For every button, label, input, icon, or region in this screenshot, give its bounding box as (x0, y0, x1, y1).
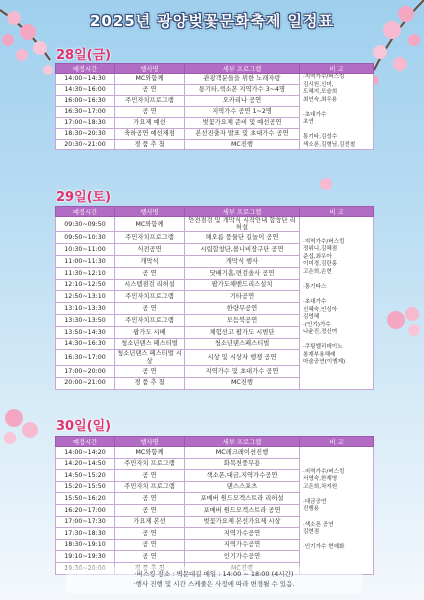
note-line: ·지역가수/버스킹 (303, 74, 345, 80)
time-cell: 11:30~12:10 (56, 267, 115, 279)
event-cell: 주민자치프로그램 (115, 291, 185, 303)
column-header: 예정시간 (56, 437, 115, 447)
detail-cell: 본선진출자 발표 및 초대가수 공연 (185, 128, 300, 139)
time-cell: 18:30~20:30 (56, 128, 115, 139)
event-cell: 공 연 (115, 106, 185, 117)
time-cell: 14:30~16:30 (56, 338, 115, 350)
detail-cell: 해오름 풍물단 길놀이 공연 (185, 232, 300, 244)
note-line: 최인숙,최우용 (303, 96, 338, 103)
event-cell: 공 연 (115, 267, 185, 279)
note-line: 김현점 (303, 529, 320, 536)
note-line: ·초대가수 (303, 298, 327, 305)
event-cell: 개막식 (115, 256, 185, 268)
note-line (303, 491, 372, 499)
detail-cell: 포메버 원드모겍스트라 공연 (185, 504, 300, 516)
time-cell: 17:00~20:00 (56, 365, 115, 377)
column-header: 세부 프로그램 (185, 207, 300, 217)
note-line: 나윤진,정신여 (303, 329, 338, 336)
event-cell: 가요제 본선 (115, 516, 185, 528)
detail-cell: 지역가수 공연 1~2명 (185, 106, 300, 117)
notes-cell (300, 447, 374, 575)
note-line: ·색소폰 공연 (303, 521, 334, 528)
note-line: 이미경,김란홍 (303, 261, 338, 268)
table-row (56, 74, 374, 85)
note-line: 서영숙,한재영 (303, 476, 338, 483)
event-cell: 주민자치프로그램 (115, 95, 185, 106)
page-title: 2025년 광양벚꽃문화축제 일정표 (89, 12, 335, 30)
time-cell: 16:00~16:30 (56, 95, 115, 106)
note-line: 고은희,차지원 (303, 483, 338, 490)
detail-cell: 관광객분들을 위한 노래자랑 (185, 74, 300, 85)
detail-cell: 벚꽃가요제 본선가요제 시상 (185, 516, 300, 528)
time-cell: 15:50~16:20 (56, 493, 115, 505)
time-cell: 17:30~18:30 (56, 528, 115, 540)
event-cell: 시스템점검 리허설 (115, 279, 185, 291)
detail-cell: 시상 및 시상자 행쟁 공연 (185, 350, 300, 365)
column-header: 예정시간 (56, 64, 115, 74)
detail-cell: MC진행 (185, 139, 300, 150)
event-cell: 청소년댄스 페스티벌 시상 (115, 350, 185, 365)
event-cell: 공 연 (115, 303, 185, 315)
day-label-29: 29일(토) (56, 190, 112, 205)
time-cell: 09:30~09:50 (56, 217, 115, 232)
cherry-blossom-petal-icon (318, 176, 334, 192)
detail-cell: 시립합창단,볼니비장구단 공연 (185, 244, 300, 256)
note-line: 김영혜 (303, 314, 320, 321)
time-cell: 14:30~16:00 (56, 84, 115, 95)
day-label-28: 28일(금) (56, 48, 112, 63)
note-line: ·(인기)가수 (303, 321, 331, 328)
event-cell: 주민자치 프로그램 (115, 481, 185, 493)
detail-cell: 벚꽃가요제 준비 및 예선공연 (185, 117, 300, 128)
note-line (303, 104, 372, 112)
footer-line-2: ·행사 진행 및 시간 스케줄은 사정에 따라 변경될 수 있음. (133, 579, 295, 588)
time-cell: 13:30~13:50 (56, 315, 115, 327)
detail-cell: 안전점검 및 개막식 시작안내 합창단 리허설 (185, 217, 300, 232)
time-cell: 17:00~17:30 (56, 516, 115, 528)
time-cell: 19:10~19:30 (56, 551, 115, 563)
event-cell: MC와함께 (115, 74, 185, 85)
detail-cell: 통기타,색소폰 지역가수 3~4명 (185, 84, 300, 95)
time-cell: 20:00~21:00 (56, 377, 115, 389)
note-line (303, 514, 372, 522)
note-line: 정위니,김혜점 (303, 246, 338, 253)
detail-cell: 개막식 행사 (185, 256, 300, 268)
time-cell: 12:10~12:50 (56, 279, 115, 291)
event-cell: 주민자치프로그램 (115, 315, 185, 327)
event-cell: 축하공연 예선재점 (115, 128, 185, 139)
event-cell: 식전공연 (115, 244, 185, 256)
event-cell: 공 연 (115, 551, 185, 563)
note-line: 신혜숙,인싱아 (303, 306, 338, 313)
detail-cell: 포메버 원드모겍스트라 리허설 (185, 493, 300, 505)
note-line: 초연 (303, 119, 314, 126)
time-cell: 16:30~17:00 (56, 106, 115, 117)
event-cell: 공 연 (115, 539, 185, 551)
event-cell: 공 연 (115, 84, 185, 95)
time-cell: 14:00~14:20 (56, 447, 115, 459)
column-header: 행사명 (115, 207, 185, 217)
detail-cell: 인기가수공연 (185, 551, 300, 563)
column-header: 비 고 (300, 64, 374, 74)
note-line: 통기타,김성수 (303, 134, 338, 141)
time-cell: 17:00~18:30 (56, 117, 115, 128)
schedule-table-28 (55, 63, 374, 150)
time-cell: 14:50~15:20 (56, 470, 115, 482)
note-line: 마술공연(이엠제) (303, 359, 346, 366)
event-cell: 경 품 추 첨 (115, 377, 185, 389)
column-header: 행사명 (115, 437, 185, 447)
note-line: 김시원,신미, (303, 81, 334, 88)
detail-cell: 지역가수공연 (185, 539, 300, 551)
event-cell: 청소년댄스 페스티벌 (115, 338, 185, 350)
time-cell: 13:50~14:30 (56, 326, 115, 338)
detail-cell: 화목천풍무용 (185, 458, 300, 470)
detail-cell: 한량무공연 (185, 303, 300, 315)
schedule-table-29 (55, 206, 374, 390)
event-cell: MC와함께 (115, 447, 185, 459)
notes-cell (300, 74, 374, 150)
detail-cell: 오카리나 공연 (185, 95, 300, 106)
column-header: 세부 프로그램 (185, 64, 300, 74)
detail-cell: 기타공연 (185, 291, 300, 303)
detail-cell: 지역가수공연 (185, 528, 300, 540)
cherry-blossom-right-mid-icon (376, 300, 424, 340)
note-line: ·초대가수 (303, 111, 327, 118)
time-cell: 14:20~14:50 (56, 458, 115, 470)
event-cell: 공 연 (115, 470, 185, 482)
note-line: ·지역가수/버스킹 (303, 468, 345, 475)
time-cell: 15:20~15:50 (56, 481, 115, 493)
time-cell: 16:20~17:00 (56, 504, 115, 516)
footer-note (66, 566, 362, 593)
column-header: 예정시간 (56, 207, 115, 217)
schedule-table-30 (55, 436, 374, 575)
time-cell: 14:00~14:30 (56, 74, 115, 85)
time-cell: 09:50~10:30 (56, 232, 115, 244)
note-line (303, 291, 372, 299)
detail-cell: 닷배기홈,면검솔사 공연 (185, 267, 300, 279)
event-cell: 가요제 예선 (115, 117, 185, 128)
note-line (303, 276, 372, 284)
table-row (56, 217, 374, 232)
column-header: 비 고 (300, 207, 374, 217)
note-line: 준섭,최우아 (303, 253, 332, 260)
event-cell: 공 연 (115, 493, 185, 505)
note-line: ·대금공연 (303, 498, 327, 505)
note-line: 봉재부용해래 (303, 351, 336, 358)
column-header: 비 고 (300, 437, 374, 447)
detail-cell: 팝가도해밴드리스설치 (185, 279, 300, 291)
event-cell: 주민자치 프로그램 (115, 458, 185, 470)
time-cell: 13:10~13:30 (56, 303, 115, 315)
detail-cell: 체험선고 팝가도 시범단 (185, 326, 300, 338)
time-cell: 18:30~19:10 (56, 539, 115, 551)
note-line: 색소폰,김형님,김전철 (303, 141, 356, 148)
detail-cell: 댄스스포츠 (185, 481, 300, 493)
note-line: 진행용 (303, 506, 320, 513)
detail-cell: MC진행 (185, 377, 300, 389)
detail-cell: 지역가수 및 초대가수 공연 (185, 365, 300, 377)
note-line: ·쿠팅밸리데이노 (303, 344, 343, 351)
column-header: 행사명 (115, 64, 185, 74)
event-cell: 경 품 추 첨 (115, 139, 185, 150)
event-cell: 공 연 (115, 365, 185, 377)
time-cell: 10:30~11:00 (56, 244, 115, 256)
day-label-30: 30일(일) (56, 419, 112, 434)
note-line: ·지역가수/버스킹 (303, 238, 345, 245)
event-cell: 공 연 (115, 504, 185, 516)
table-row (56, 447, 374, 459)
event-cell: 공 연 (115, 528, 185, 540)
notes-cell (300, 217, 374, 390)
event-cell: 팝가도 시배 (115, 326, 185, 338)
time-cell: 20:30~21:00 (56, 139, 115, 150)
detail-cell: 모듬북공연 (185, 315, 300, 327)
column-header: 세부 프로그램 (185, 437, 300, 447)
note-line: 도혜지,모슬희 (303, 89, 338, 96)
note-line: 고은희,손현 (303, 268, 332, 275)
detail-cell: 색소폰,대금,지역가수공연 (185, 470, 300, 482)
note-line: ·통기타스 (303, 283, 327, 290)
time-cell: 11:00~11:30 (56, 256, 115, 268)
event-cell: MC와함께 (115, 217, 185, 232)
detail-cell: 청소년댄스페스티벌 (185, 338, 300, 350)
note-line: ·인기가수 현예화 (303, 544, 345, 551)
event-cell: 주민자치프로그램 (115, 232, 185, 244)
footer-line-1: ·버스킹 장소 : 벽문대길 매일 : 14:00 ~ 18:00 (4시간) (134, 570, 294, 578)
time-cell: 16:30~17:00 (56, 350, 115, 365)
detail-cell: MC레크레이션진행 (185, 447, 300, 459)
time-cell: 12:50~13:10 (56, 291, 115, 303)
cherry-blossom-left-low-icon (0, 400, 50, 450)
